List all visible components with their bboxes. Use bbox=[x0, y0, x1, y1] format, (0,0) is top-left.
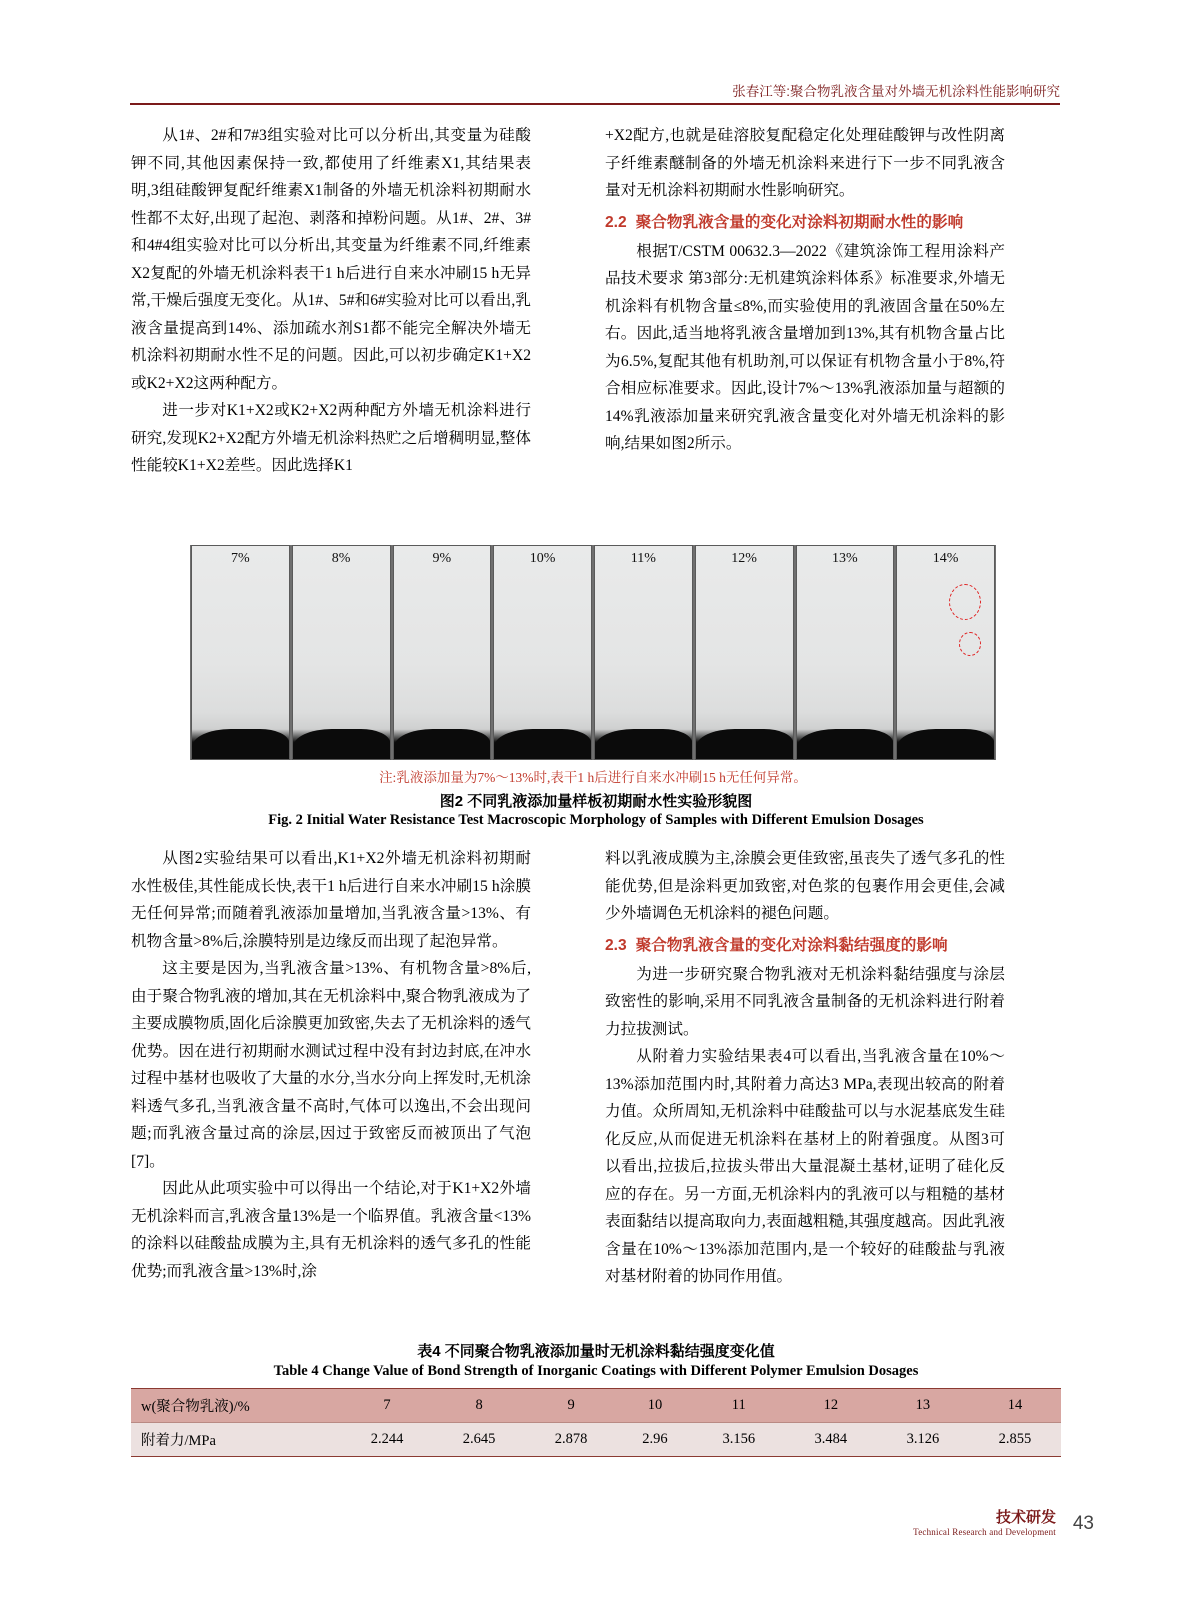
section-number: 2.2 bbox=[605, 213, 627, 231]
sample-label: 11% bbox=[630, 551, 656, 566]
table-cell: 2.244 bbox=[341, 1423, 433, 1457]
paragraph: 为进一步研究聚合物乳液对无机涂料黏结强度与涂层致密性的影响,采用不同乳液含量制备的无机涂料进行附着力拉拔测试。 bbox=[605, 965, 1005, 1038]
sample-label: 13% bbox=[832, 551, 858, 566]
sample-panel bbox=[796, 545, 895, 760]
right-column-bottom bbox=[605, 845, 1005, 1291]
row-header: w(聚合物乳液)/% bbox=[131, 1389, 341, 1423]
table-cell: 3.126 bbox=[877, 1423, 969, 1457]
paragraph: +X2配方,也就是硅溶胶复配稳定化处理硅酸钾与改性阴离子纤维素醚制备的外墙无机涂料来进行下一步不同乳液含量对无机涂料初期耐水性影响研究。 bbox=[605, 127, 1005, 199]
sample-panel bbox=[292, 545, 391, 760]
sample-label: 14% bbox=[932, 551, 959, 566]
page-footer bbox=[913, 1506, 1094, 1537]
sample-bottom-shadow bbox=[394, 729, 491, 759]
figure-caption-en: Fig. 2 Initial Water Resistance Test Macroscopic Morphology of Samples with Different Emulsion Dosages bbox=[268, 812, 924, 828]
table-4 bbox=[131, 1388, 1061, 1457]
section-title: 聚合物乳液含量的变化对涂料初期耐水性的影响 bbox=[635, 213, 964, 231]
sample-panel-14 bbox=[896, 545, 995, 760]
footer-section-cn: 技术研发 bbox=[995, 1509, 1056, 1526]
figure-2-image bbox=[190, 545, 996, 760]
sample-panel bbox=[594, 545, 693, 760]
header-divider bbox=[130, 103, 1060, 105]
table-cell: 12 bbox=[785, 1389, 877, 1423]
sample-label: 12% bbox=[731, 551, 757, 566]
paragraph: 进一步对K1+X2或K2+X2两种配方外墙无机涂料进行研究,发现K2+X2配方外墙无机涂料热贮之后增稠明显,整体性能较K1+X2差些。因此选择K1 bbox=[131, 402, 531, 474]
paragraph: 料以乳液成膜为主,涂膜会更佳致密,虽丧失了透气多孔的性能优势,但是涂料更加致密,对色浆的包裹作用会更佳,会减少外墙调色无机涂料的褪色问题。 bbox=[605, 850, 1005, 922]
table-cell: 8 bbox=[433, 1389, 525, 1423]
left-column-top bbox=[131, 122, 531, 480]
footer-section-en: Technical Research and Development bbox=[913, 1527, 1056, 1537]
sample-bottom-shadow bbox=[797, 729, 894, 759]
paragraph: 从1#、2#和7#3组实验对比可以分析出,其变量为硅酸钾不同,其他因素保持一致,都使用了纤维素X1,其结果表明,3组硅酸钾复配纤维素X1制备的外墙无机涂料初期耐水性都不太好,出现了起泡、剥落和掉粉问题。从1#、2#、3#和4#4组实验对比可以分析出,其变量为纤维素不同,纤维素X2复配的外墙无机涂料表干1 h后进行自来水冲刷15 h无异常,干燥后强度无变化。从1#、5#和6#实验对比可以看出,乳液含量提高到14%、添加疏水剂S1都不能完全解决外墙无机涂料初期耐水性不足的问题。因此,可以初步确定K1+X2或K2+X2这两种配方。 bbox=[131, 127, 531, 392]
sample-bottom-shadow bbox=[696, 729, 793, 759]
sample-label: 10% bbox=[529, 551, 556, 566]
page-number: 43 bbox=[1072, 1513, 1094, 1534]
sample-label: 9% bbox=[432, 551, 452, 566]
table-caption-en: Table 4 Change Value of Bond Strength of Inorganic Coatings with Different Polymer Emulsion Dosages bbox=[273, 1363, 919, 1379]
paragraph: 因此从此项实验中可以得出一个结论,对于K1+X2外墙无机涂料而言,乳液含量13%是一个临界值。乳液含量<13%的涂料以硅酸盐成膜为主,具有无机涂料的透气多孔的性能优势;而乳液含量>13%时,涂 bbox=[131, 1180, 531, 1280]
sample-panel bbox=[695, 545, 794, 760]
table-cell: 11 bbox=[693, 1389, 785, 1423]
section-heading-2-3 bbox=[605, 933, 1005, 959]
table-cell: 13 bbox=[877, 1389, 969, 1423]
row-header: 附着力/MPa bbox=[131, 1423, 341, 1457]
sample-bottom-shadow bbox=[192, 729, 289, 759]
sample-bottom-shadow bbox=[293, 729, 390, 759]
figure-caption-cn: 图2 不同乳液添加量样板初期耐水性实验形貌图 bbox=[439, 793, 753, 810]
sample-panel bbox=[493, 545, 592, 760]
section-title: 聚合物乳液含量的变化对涂料黏结强度的影响 bbox=[635, 936, 948, 954]
blister-annotation-circle bbox=[949, 584, 981, 620]
section-heading-2-2 bbox=[605, 210, 1005, 236]
table-row bbox=[131, 1389, 1061, 1423]
sample-bottom-shadow bbox=[595, 729, 692, 759]
table-cell: 2.645 bbox=[433, 1423, 525, 1457]
paragraph: 这主要是因为,当乳液含量>13%、有机物含量>8%后,由于聚合物乳液的增加,其在无机涂料中,聚合物乳液成为了主要成膜物质,固化后涂膜更加致密,失去了无机涂料的透气优势。因在进行初期耐水测试过程中没有封边封底,在冲水过程中基材也吸收了大量的水分,当水分向上挥发时,无机涂料透气多孔,当乳液含量不高时,气体可以逸出,不会出现问题;而乳液含量过高的涂层,因过于致密反而被顶出了气泡[7]。 bbox=[131, 960, 531, 1170]
right-column-top bbox=[605, 122, 1005, 458]
sample-label: 7% bbox=[231, 551, 250, 566]
table-cell: 3.156 bbox=[693, 1423, 785, 1457]
blister-annotation-circle bbox=[959, 632, 981, 656]
table-cell: 2.878 bbox=[525, 1423, 617, 1457]
sample-bottom-shadow bbox=[494, 729, 591, 759]
section-number: 2.3 bbox=[605, 936, 627, 954]
paragraph: 根据T/CSTM 00632.3—2022《建筑涂饰工程用涂料产品技术要求 第3部分:无机建筑涂料体系》标准要求,外墙无机涂料有机物含量≤8%,而实验使用的乳液固含量在50%左右。因此,适当地将乳液含量增加到13%,其有机物含量占比为6.5%,复配其他有机助剂,可以保证有机物含量小于8%,符合相应标准要求。因此,设计7%～13%乳液添加量与超额的14%乳液添加量来研究乳液含量变化对外墙无机涂料的影响,结果如图2所示。 bbox=[605, 242, 1005, 452]
running-header: 张春江等:聚合物乳液含量对外墙无机涂料性能影响研究 bbox=[732, 84, 1060, 99]
table-cell: 10 bbox=[617, 1389, 693, 1423]
table-cell: 3.484 bbox=[785, 1423, 877, 1457]
figure-note: 注:乳液添加量为7%～13%时,表干1 h后进行自来水冲刷15 h无任何异常。 bbox=[379, 770, 807, 785]
table-row bbox=[131, 1423, 1061, 1457]
table-cell: 2.855 bbox=[969, 1423, 1061, 1457]
table-caption-cn: 表4 不同聚合物乳液添加量时无机涂料黏结强度变化值 bbox=[417, 1343, 775, 1360]
table-cell: 9 bbox=[525, 1389, 617, 1423]
sample-bottom-shadow bbox=[897, 729, 994, 759]
paragraph: 从附着力实验结果表4可以看出,当乳液含量在10%～13%添加范围内时,其附着力高达3 MPa,表现出较高的附着力值。众所周知,无机涂料中硅酸盐可以与水泥基底发生硅化反应,从而促进无机涂料在基材上的附着强度。从图3可以看出,拉拔后,拉拔头带出大量混凝土基材,证明了硅化反应的存在。另一方面,无机涂料内的乳液可以与粗糙的基材表面黏结以提高取向力,表面越粗糙,其强度越高。因此乳液含量在10%～13%添加范围内,是一个较好的硅酸盐与乳液对基材附着的协同作用值。 bbox=[605, 1048, 1005, 1285]
sample-panel bbox=[393, 545, 492, 760]
table-cell: 14 bbox=[969, 1389, 1061, 1423]
left-column-bottom bbox=[131, 845, 531, 1285]
sample-panel bbox=[191, 545, 290, 760]
table-cell: 2.96 bbox=[617, 1423, 693, 1457]
paragraph: 从图2实验结果可以看出,K1+X2外墙无机涂料初期耐水性极佳,其性能成长快,表干1 h后进行自来水冲刷15 h涂膜无任何异常;而随着乳液添加量增加,当乳液含量>13%、有机物含量>8%后,涂膜特别是边缘反而出现了起泡异常。 bbox=[131, 850, 531, 950]
table-cell: 7 bbox=[341, 1389, 433, 1423]
sample-label: 8% bbox=[331, 551, 351, 566]
